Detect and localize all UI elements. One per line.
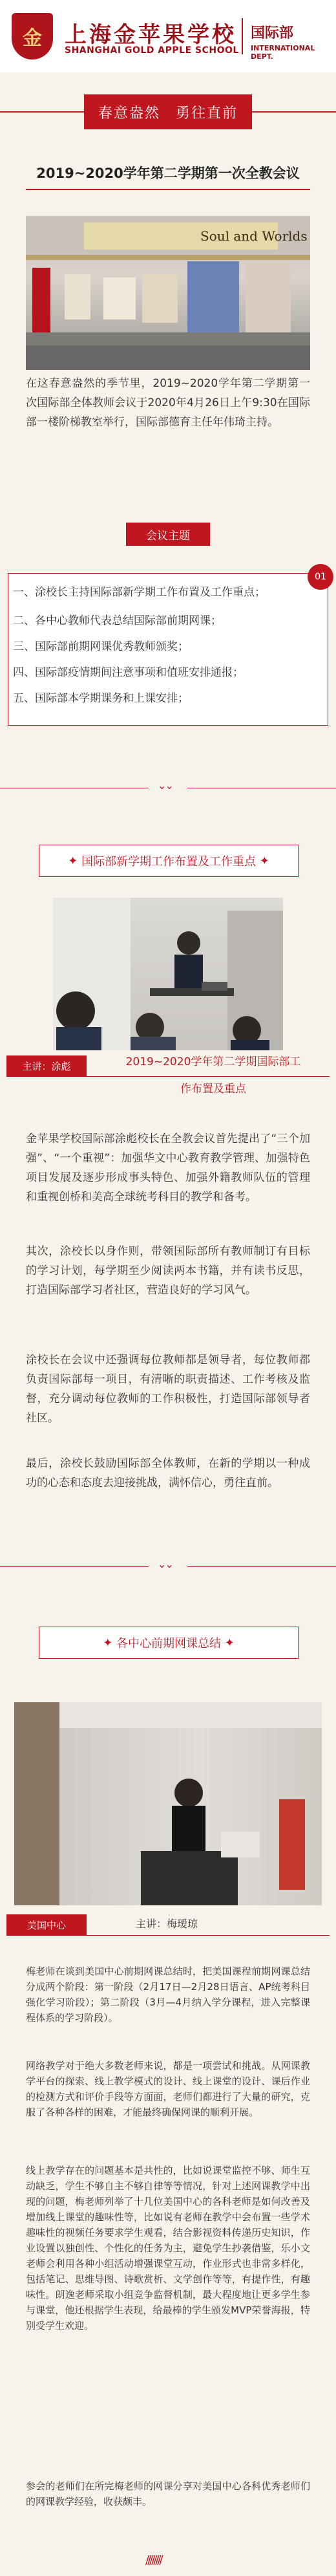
agenda-item-4: 四、国际部疫情期间注意事项和值班安排通报； xyxy=(13,666,244,679)
section2-paragraph-4: 参会的老师们在所完梅老师的网课分享对美国中心各科优秀老师们的网课教学经验，收获颇丰。 xyxy=(26,2480,310,2507)
slogan-line-left xyxy=(0,111,84,113)
center-speaker-photo xyxy=(14,1702,322,1905)
agenda-item-1: 一、涂校长主持国际部新学期工作布置及工作重点； xyxy=(13,586,266,599)
school-name-en: SHANGHAI GOLD APPLE SCHOOL xyxy=(65,45,239,56)
agenda-list xyxy=(13,582,310,709)
center-label-line xyxy=(6,1935,330,1936)
slogan-banner: 春意盎然 勇往直前 xyxy=(84,94,252,129)
agenda-item-5: 五、国际部本学期课务和上课安排； xyxy=(13,692,189,705)
school-header xyxy=(0,0,336,72)
agenda-number-badge: 01 xyxy=(308,564,333,590)
divider-right xyxy=(187,1566,336,1567)
chevron-down-icon: ⌄⌄ xyxy=(158,779,173,792)
speaker-label-line xyxy=(6,1076,330,1077)
divider-left xyxy=(0,1566,149,1567)
section1-subtitle-line1: 2019~2020学年第二学期国际部工 xyxy=(125,1055,301,1068)
section1-heading-text: 国际部新学期工作布置及工作重点 xyxy=(81,855,256,869)
star-icon: ✦ xyxy=(103,1636,116,1650)
center-speaker-illustration xyxy=(14,1702,322,1905)
dept-name-cn: 国际部 xyxy=(251,25,294,41)
meeting-hall-illustration xyxy=(26,216,310,370)
section1-heading xyxy=(39,845,299,877)
star-icon: ✦ xyxy=(256,854,269,868)
chevron-down-icon: ⌄⌄ xyxy=(158,1558,173,1570)
banner-text: Soul and Worlds xyxy=(200,228,308,244)
speaker-photo xyxy=(53,898,283,1050)
section2-speaker-label: 主讲：梅瑷琼 xyxy=(136,1918,198,1930)
agenda-item-2: 二、各中心教师代表总结国际部前期网课； xyxy=(13,614,222,627)
intro-paragraph: 在这春意盎然的季节里，2019~2020学年第二学期第一次国际部全体教师会议于2020年4月26日上午9:30在国际部一楼阶梯教室举行，国际部德育主任年伟琦主持。 xyxy=(26,377,310,429)
header-divider xyxy=(242,18,243,54)
section2-paragraph-2: 网络教学对于绝大多数老师来说，都是一项尝试和挑战。从网课教学平台的探索、线上教学模式的设计、线上课堂的设计、课后作业的检测方式和评价手段等方面面，老师们都进行了大量的研究，克服了各种各样的困难，才能最终确保网课的顺利开展。 xyxy=(26,2060,310,2118)
footer-decoration: //////// xyxy=(145,2553,162,2567)
dept-name-en: INTERNATIONAL DEPT. xyxy=(251,44,315,61)
slogan-line-right xyxy=(252,111,336,113)
page-title: 2019~2020学年第二学期第一次全教会议 xyxy=(36,166,300,181)
star-icon: ✦ xyxy=(68,854,81,868)
section1-subtitle-line2: 作布置及重点 xyxy=(180,1083,246,1096)
section2-paragraph-1: 梅老师在谈到美国中心前期网课总结时，把美国课程前期网课总结分成两个阶段：第一阶段（2月17日—2月28日语言、AP统考科目强化学习阶段）；第二阶段（3月—4月纳入学分课程，进入完整课程体系的学习阶段）。 xyxy=(26,1965,310,2024)
agenda-tag: 会议主题 xyxy=(126,523,210,546)
section1-paragraph-2: 其次，涂校长以身作则，带领国际部所有教师制订有目标的学习计划，每学期至少阅读两本书籍，并有读书反思，打造国际部学习者社区，营造良好的学习风气。 xyxy=(26,1245,310,1297)
section1-paragraph-4: 最后，涂校长鼓励国际部全体教师，在新的学期以一种成功的心态和态度去迎接挑战，满怀信心，勇往直前。 xyxy=(26,1457,310,1489)
section1-paragraph-1: 金苹果学校国际部涂彪校长在全教会议首先提出了“三个加强”、“一个重视”：加强华文中心教育教学管理、加强特色项目发展及逐步形成事头特色、加强外籍教师队伍的管理和重视创桥和美高全球统考科目的教学和备考。 xyxy=(26,1132,310,1204)
school-name-cn: 上海金苹果学校 xyxy=(65,22,236,48)
meeting-hall-photo xyxy=(26,216,310,370)
speaker-label: 主讲：涂彪 xyxy=(6,1055,87,1076)
section2-heading xyxy=(39,1627,299,1659)
section2-heading-text: 各中心前期网课总结 xyxy=(116,1637,221,1651)
school-logo-icon: 金 xyxy=(12,13,53,60)
title-underline xyxy=(26,189,310,190)
center-label: 美国中心 xyxy=(6,1914,87,1935)
star-icon: ✦ xyxy=(221,1636,235,1650)
section2-paragraph-3: 线上教学存在的问题基本是共性的，比如说课堂监控不够、师生互动缺乏，学生不够自主不够自律等等情况，针对上述网课教学中出现的问题，梅老师列举了十几位美国中心的各科老师是如何改善及增加线上课堂的趣味性等，比如说有老师在教学中会布置一些学术趣味性的视频任务要求学生观看，结合影视资料传递历史知识，作业设置以独创性、个性化的任务为主，避免学生抄袭借鉴，乐小文老师会利用各种小组活动增强课堂互动，作业形式也非常多样化，包括笔记、思维导图、诗歌赏析、文学创作等等，有提作性，有趣味性。朗逸老师采取小组竞争监督机制，最大程度地让更多学生参与课堂，他还根据学生表现，给最棒的学生颁发MVP荣誉海报，特别受学生欢迎。 xyxy=(26,2165,310,2332)
speaker-illustration xyxy=(53,898,283,1050)
section1-paragraph-3: 涂校长在会议中还强调每位教师都是领导者，每位教师都负责国际部每一项目，有清晰的职责描述、工作考核及监督，充分调动每位教师的工作积极性，打造国际部领导者社区。 xyxy=(26,1354,310,1425)
agenda-item-3: 三、国际部前期网课优秀教师颁奖； xyxy=(13,640,189,653)
